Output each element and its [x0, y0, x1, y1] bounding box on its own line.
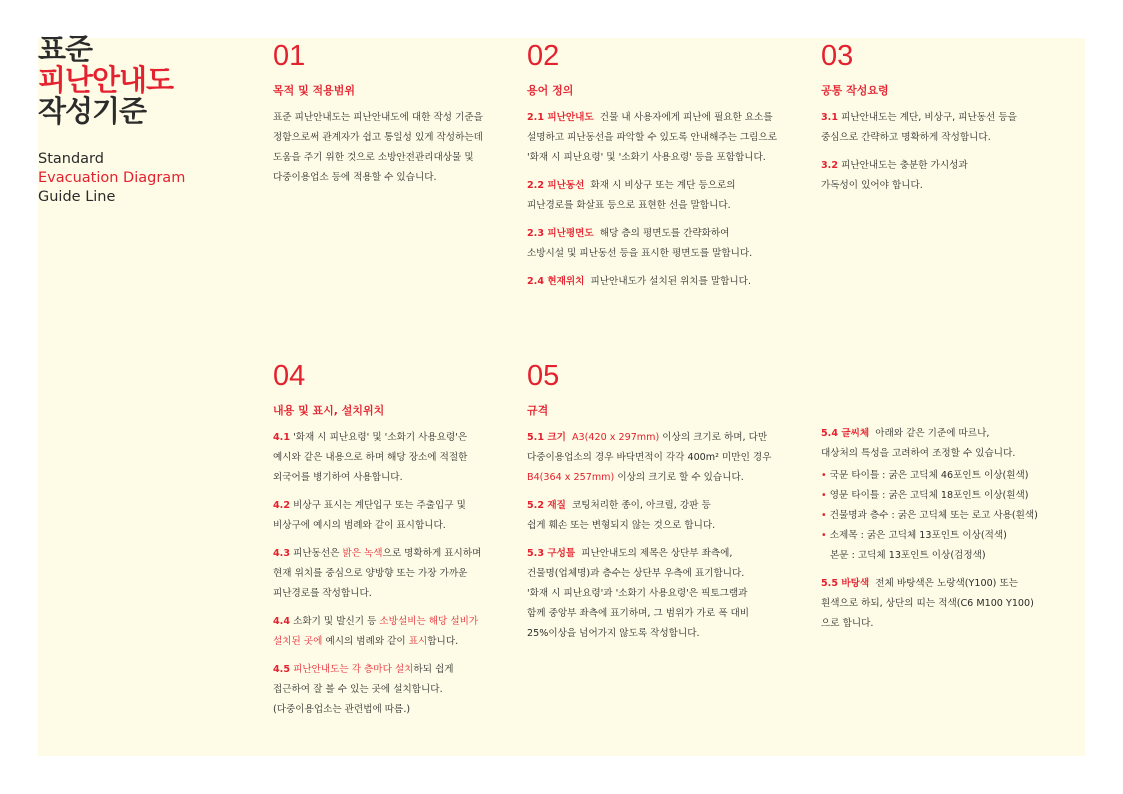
bullet-dot-icon: • [821, 530, 827, 541]
text-line: 외국어를 병기하여 사용합니다. [273, 472, 403, 483]
text-line: 다중이용업소 등에 적용할 수 있습니다. [273, 172, 437, 183]
bullet-dot-icon: • [821, 490, 827, 501]
item-label: 4.2 [273, 500, 290, 511]
definition-item [527, 224, 767, 264]
section-number: 01 [273, 40, 306, 72]
item-label: 2.1 피난안내도 [527, 112, 594, 123]
text-segment: 이상의 크기로 할 수 있습니다. [614, 472, 744, 483]
item-label: 5.3 구성틀 [527, 548, 576, 559]
text-line: 가독성이 있어야 합니다. [821, 180, 923, 191]
text-line: 해당 층의 평면도를 간략화하여 [599, 228, 730, 239]
definition-item [527, 176, 767, 216]
definition-item [527, 272, 767, 292]
highlight-text: 설치된 곳에 [273, 636, 323, 647]
section-02 [527, 40, 777, 300]
text-line: 피난안내도는 충분한 가시성과 [841, 160, 968, 171]
rule-item [527, 496, 767, 536]
item-label: 5.4 글씨체 [821, 428, 870, 439]
item-label: 2.2 피난동선 [527, 180, 585, 191]
rule-item [273, 428, 513, 488]
text-line: 피난안내도가 설치된 위치를 말합니다. [590, 276, 751, 287]
rule-item [821, 424, 1061, 464]
item-label: 5.5 바탕색 [821, 578, 870, 589]
text-line: 다중이용업소의 경우 바닥면적이 각각 400m² 미만인 경우 [527, 452, 772, 463]
text-line: '화재 시 피난요령' 및 '소화기 사용요령' 등을 포함합니다. [527, 152, 766, 163]
section-heading: 규격 [527, 404, 549, 417]
highlight-text: 소방설비는 해당 설비가 [379, 616, 479, 627]
list-item: • 건물명과 층수 : 굵은 고딕체 또는 로고 사용(흰색) [821, 510, 1038, 521]
text-line: 정함으로써 관계자가 쉽고 통일성 있게 작성하는데 [273, 132, 483, 143]
bullet-dot-icon: • [821, 470, 827, 481]
text-line: 화재 시 비상구 또는 계단 등으로의 [590, 180, 736, 191]
text-line: 예시와 같은 내용으로 하며 해당 장소에 적절한 [273, 452, 468, 463]
section-03 [821, 40, 1061, 204]
section-01 [273, 40, 513, 196]
highlight-text: 피난안내도는 각 층마다 설치 [293, 664, 414, 675]
section-heading: 내용 및 표시, 설치위치 [273, 404, 385, 417]
text-line: 중심으로 간략하고 명확하게 작성합니다. [821, 132, 991, 143]
section-number: 03 [821, 40, 854, 72]
rule-item [821, 156, 1061, 196]
text-line: 전체 바탕색은 노랑색(Y100) 또는 [875, 578, 1018, 589]
text-line: 흰색으로 하되, 상단의 띠는 적색(C6 M100 Y100) [821, 598, 1034, 609]
section-heading: 목적 및 적용범위 [273, 84, 356, 97]
definition-item [527, 108, 777, 168]
text-line: 으로 합니다. [821, 618, 874, 629]
english-title-line2: Evacuation Diagram [38, 170, 186, 186]
bullet-dot-icon: • [821, 510, 827, 521]
item-label: 5.2 재질 [527, 500, 566, 511]
item-label: 4.4 [273, 616, 290, 627]
text-line: 건물 내 사용자에게 피난에 필요한 요소를 [599, 112, 773, 123]
item-label: 4.1 [273, 432, 290, 443]
highlight-text: A3(420 x 297mm) [571, 432, 660, 443]
text-line: 접근하여 잘 볼 수 있는 곳에 설치합니다. [273, 684, 443, 695]
rule-item [527, 428, 772, 488]
text-line: '화재 시 피난요령' 및 '소화기 사용요령'은 [293, 432, 468, 443]
highlight-text: 표시 [408, 636, 428, 647]
section-05 [527, 360, 772, 652]
list-item: • 국문 타이틀 : 굵은 고딕체 46포인트 이상(흰색) [821, 470, 1029, 481]
section-04 [273, 360, 513, 728]
section-heading: 공통 작성요령 [821, 84, 889, 97]
rule-item [273, 544, 513, 604]
section-number: 02 [527, 40, 560, 72]
text-line: (다중이용업소는 관련법에 따름.) [273, 704, 411, 715]
text-segment: 이상의 크기로 하며, 다만 [659, 432, 768, 443]
highlight-text: 밝은 녹색 [342, 548, 383, 559]
font-spec-list [821, 466, 1061, 566]
item-label: 4.5 [273, 664, 290, 675]
text-line: 대상처의 특성을 고려하여 조정할 수 있습니다. [821, 448, 1016, 459]
section-number: 05 [527, 360, 560, 392]
item-label: 3.1 [821, 112, 838, 123]
text-line: 피난안내도는 계단, 비상구, 피난동선 등을 [841, 112, 1017, 123]
section-number: 04 [273, 360, 306, 392]
text-line: 함께 중앙부 좌측에 표기하며, 그 범위가 가로 폭 대비 [527, 608, 750, 619]
rule-item [527, 544, 767, 644]
rule-item [273, 496, 513, 536]
rule-item [821, 574, 1061, 634]
highlight-text: B4(364 x 257mm) [527, 472, 615, 483]
text-line: 설명하고 피난동선을 파악할 수 있도록 안내해주는 그림으로 [527, 132, 777, 143]
text-line: 도움을 주기 위한 것으로 소방안전관리대상물 및 [273, 152, 474, 163]
rule-item [273, 612, 513, 652]
text-line: '화재 시 피난요령'과 '소화기 사용요령'은 픽토그램과 [527, 588, 748, 599]
item-label: 2.4 현재위치 [527, 276, 585, 287]
text-line: 아래와 같은 기준에 따르나, [875, 428, 990, 439]
korean-title [38, 34, 173, 127]
item-label: 3.2 [821, 160, 838, 171]
item-label: 5.1 크기 [527, 432, 566, 443]
rule-item [821, 108, 1061, 148]
text-segment: 피난동선은 [293, 548, 343, 559]
text-segment: 으로 명확하게 표시하며 [382, 548, 482, 559]
text-line: 코팅처리한 종이, 아크릴, 강판 등 [571, 500, 711, 511]
text-line: 표준 피난안내도는 피난안내도에 대한 작성 기준을 [273, 112, 483, 123]
korean-title-line2: 피난안내도 [38, 63, 174, 97]
section-05-continued [821, 424, 1061, 642]
section-paragraph [273, 108, 513, 188]
korean-title-line1: 표준 [38, 32, 93, 66]
text-line: 비상구에 예시의 범례와 같이 표시합니다. [273, 520, 446, 531]
section-heading: 용어 정의 [527, 84, 574, 97]
english-title [38, 150, 185, 207]
list-item: • 소제목 : 굵은 고딕체 13포인트 이상(적색) [821, 530, 1007, 541]
english-title-line1: Standard [38, 151, 104, 167]
list-item: • 영문 타이틀 : 굵은 고딕체 18포인트 이상(흰색) [821, 490, 1029, 501]
text-line: 건물명(업체명)과 층수는 상단부 우측에 표기합니다. [527, 568, 745, 579]
text-line: 소방시설 및 피난동선 등을 표시한 평면도를 말합니다. [527, 248, 753, 259]
text-line: 피난안내도의 제목은 상단부 좌측에, [581, 548, 733, 559]
text-line: 피난경로를 작성합니다. [273, 588, 372, 599]
text-line: 쉽게 훼손 또는 변형되지 않는 것으로 합니다. [527, 520, 716, 531]
english-title-line3: Guide Line [38, 189, 116, 205]
text-segment: 합니다. [427, 636, 459, 647]
item-label: 4.3 [273, 548, 290, 559]
text-segment: 하되 쉽게 [413, 664, 454, 675]
item-label: 2.3 피난평면도 [527, 228, 594, 239]
text-segment: 소화기 및 발신기 등 [293, 616, 380, 627]
text-line: 현재 위치를 중심으로 양방향 또는 가장 가까운 [273, 568, 468, 579]
rule-item [273, 660, 513, 720]
text-segment: 예시의 범례와 같이 [322, 636, 409, 647]
text-line: 피난경로를 화살표 등으로 표현한 선을 말합니다. [527, 200, 731, 211]
text-line: 25%이상을 넘어가지 않도록 작성합니다. [527, 628, 700, 639]
list-item-body: 본문 : 고딕체 13포인트 이상(검정색) [830, 550, 986, 561]
korean-title-line3: 작성기준 [38, 94, 147, 128]
text-line: 비상구 표시는 계단입구 또는 주출입구 및 [293, 500, 466, 511]
